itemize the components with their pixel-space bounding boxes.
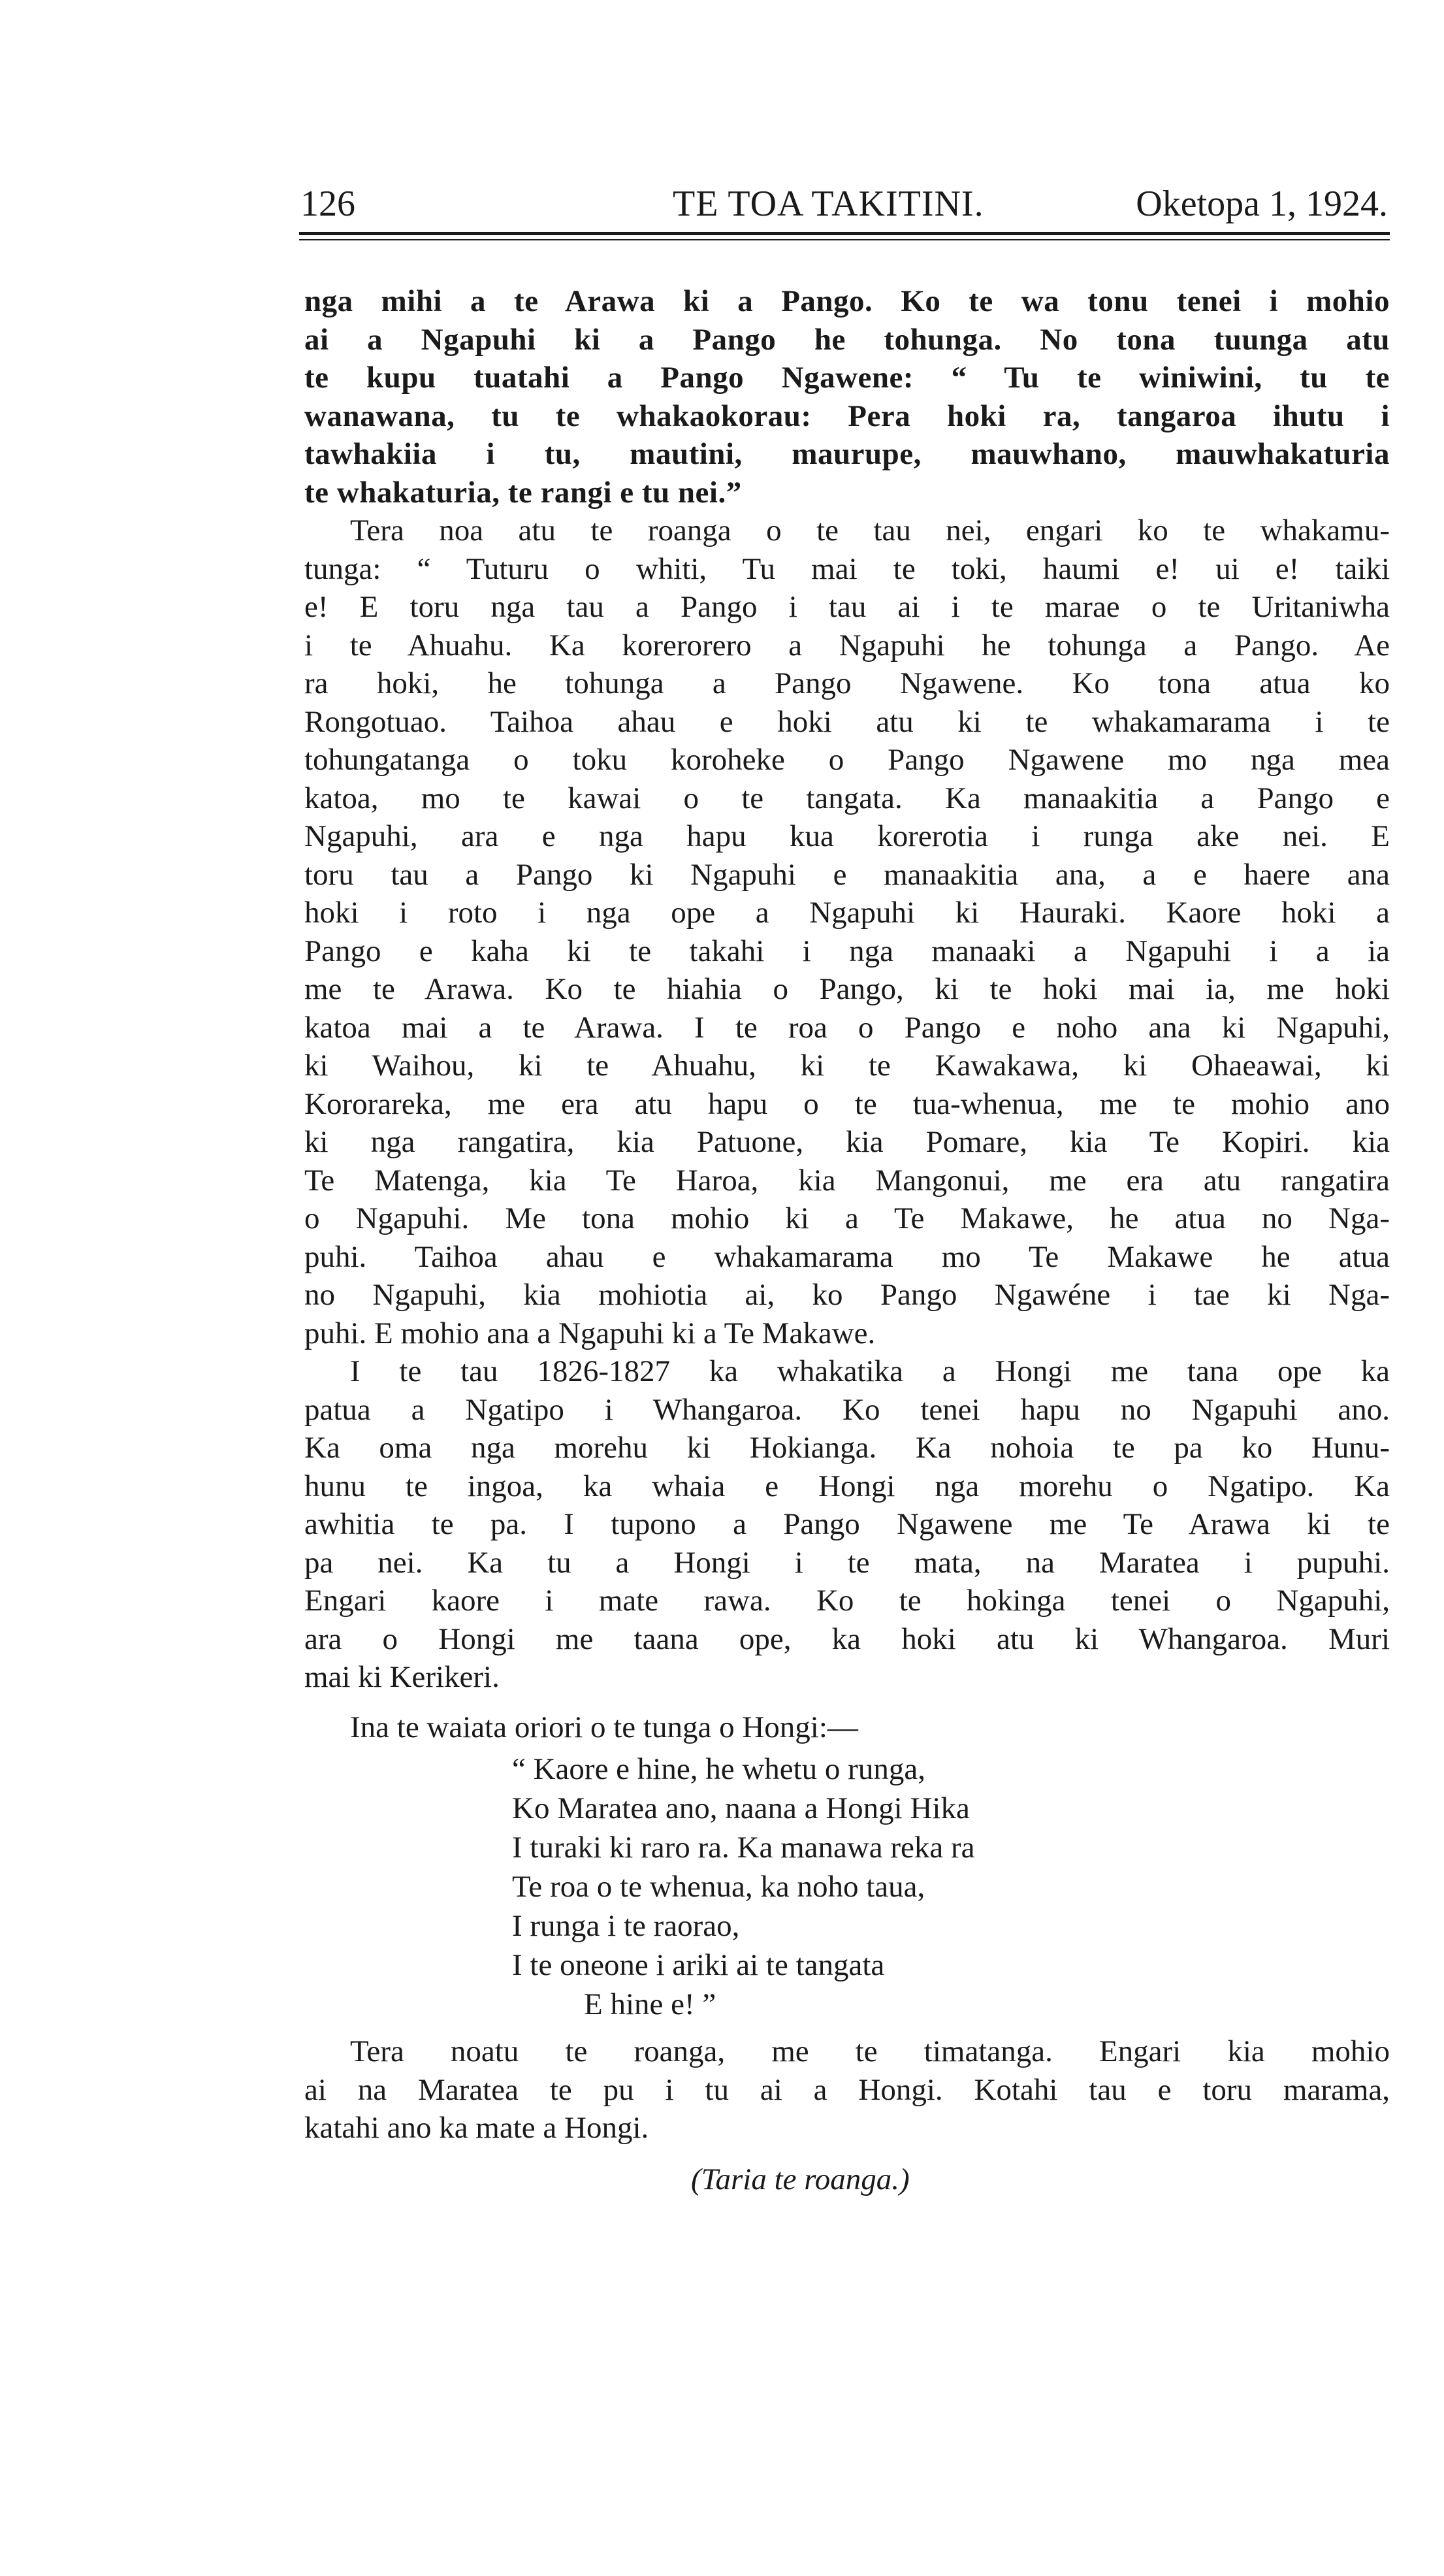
text-line: Kororareka, me era atu hapu o te tua-whenua, me te mohio ano (304, 1086, 1390, 1121)
text-line: katahi ano ka mate a Hongi. (304, 2111, 649, 2145)
text-line: Tera noatu te roanga, me te timatanga. Engari kia mohio (350, 2034, 1390, 2068)
text-line: Pango e kaha ki te takahi i nga manaaki a Ngapuhi i a ia (304, 934, 1390, 968)
verse-line: “ Kaore e hine, he whetu o runga, (512, 1752, 925, 1786)
text-line: Ka oma nga morehu ki Hokianga. Ka nohoia te pa ko Hunu- (304, 1431, 1390, 1465)
text-line: ai na Maratea te pu i tu ai a Hongi. Kotahi tau e toru marama, (304, 2072, 1390, 2107)
text-line: te kupu tuatahi a Pango Ngawene: “ Tu te winiwini, tu te (304, 361, 1390, 395)
text-line: Engari kaore i mate rawa. Ko te hokinga tenei o Ngapuhi, (304, 1584, 1390, 1618)
waiata-verse (512, 1750, 1390, 2025)
text-line: Rongotuao. Taihoa ahau e hoki atu ki te whakamarama i te (304, 704, 1390, 739)
verse-line: I te oneone i ariki ai te tangata (512, 1948, 885, 1982)
text-line: katoa, mo te kawai o te tangata. Ka manaakitia a Pango e (304, 781, 1390, 815)
text-line: hoki i roto i nga ope a Ngapuhi ki Hauraki. Kaore hoki a (304, 896, 1390, 930)
text-line: i te Ahuahu. Ka korerorero a Ngapuhi he tohunga a Pango. Ae (304, 628, 1390, 662)
text-line: nga mihi a te Arawa ki a Pango. Ko te wa tonu tenei i mohio (304, 284, 1390, 318)
text-line: ki nga rangatira, kia Patuone, kia Pomare, kia Te Kopiri. kia (304, 1125, 1390, 1159)
text-line: tawhakiia i tu, mautini, maurupe, mauwhano, mauwhakaturia (304, 437, 1390, 471)
text-line: ai a Ngapuhi ki a Pango he tohunga. No tona tuunga atu (304, 322, 1390, 357)
text-line: wanawana, tu te whakaokorau: Pera hoki ra, tangaroa ihutu i (304, 399, 1390, 433)
text-line: me te Arawa. Ko te hiahia o Pango, ki te hoki mai ia, me hoki (304, 972, 1390, 1006)
to-be-continued-note: (Taria te roanga.) (691, 2162, 910, 2196)
text-line: mai ki Kerikeri. (304, 1660, 500, 1694)
page-number: 126 (300, 184, 355, 224)
second-paragraph (304, 512, 1390, 1352)
opening-paragraph (304, 282, 1390, 512)
waiata-intro: Ina te waiata oriori o te tunga o Hongi:— (350, 1710, 858, 1744)
text-line: puhi. E mohio ana a Ngapuhi ki a Te Makawe. (304, 1316, 876, 1350)
text-line: katoa mai a te Arawa. I te roa o Pango e noho ana ki Ngapuhi, (304, 1010, 1390, 1045)
text-line: Ngapuhi, ara e nga hapu kua korerotia i runga ake nei. E (304, 819, 1390, 853)
text-line: I te tau 1826-1827 ka whakatika a Hongi me tana ope ka (350, 1354, 1390, 1388)
text-line: Tera noa atu te roanga o te tau nei, engari ko te whakamu- (350, 514, 1390, 547)
text-line: e! E toru nga tau a Pango i tau ai i te marae o te Uritaniwha (304, 590, 1390, 624)
header-rule-thick (299, 232, 1390, 235)
header-rule-thin (299, 239, 1390, 240)
text-line: o Ngapuhi. Me tona mohio ki a Te Makawe, he atua no Nga- (304, 1201, 1390, 1235)
verse-line: Ko Maratea ano, naana a Hongi Hika (512, 1791, 970, 1825)
verse-line: I turaki ki raro ra. Ka manawa reka ra (512, 1831, 975, 1865)
text-line: tunga: “ Tuturu o whiti, Tu mai te toki, haumi e! ui e! taiki (304, 551, 1390, 586)
journal-title: TE TOA TAKITINI. (673, 184, 984, 224)
issue-date: Oketopa 1, 1924. (1136, 184, 1388, 224)
verse-line: Te roa o te whenua, ka noho taua, (512, 1870, 925, 1904)
text-line: ra hoki, he tohunga a Pango Ngawene. Ko tona atua ko (304, 666, 1390, 700)
text-line: patua a Ngatipo i Whangaroa. Ko tenei hapu no Ngapuhi ano. (304, 1392, 1390, 1427)
text-line: tohungatanga o toku koroheke o Pango Ngawene mo nga mea (304, 743, 1390, 777)
article-body (304, 282, 1390, 2198)
third-paragraph (304, 1352, 1390, 1697)
verse-line: I runga i te raorao, (512, 1909, 740, 1943)
text-line: ki Waihou, ki te Ahuahu, ki te Kawakawa, ki Ohaeawai, ki (304, 1049, 1390, 1083)
text-line: toru tau a Pango ki Ngapuhi e manaakitia ana, a e haere ana (304, 857, 1390, 892)
text-line: te whakaturia, te rangi e tu nei.” (304, 475, 742, 510)
text-line: hunu te ingoa, ka whaia e Hongi nga morehu o Ngatipo. Ka (304, 1469, 1390, 1503)
text-line: puhi. Taihoa ahau e whakamarama mo Te Makawe he atua (304, 1239, 1390, 1274)
closing-paragraph (304, 2032, 1390, 2147)
running-header (300, 178, 1388, 236)
verse-line: E hine e! ” (584, 1987, 716, 2021)
text-line: awhitia te pa. I tupono a Pango Ngawene me Te Arawa ki te (304, 1507, 1390, 1541)
text-line: ara o Hongi me taana ope, ka hoki atu ki Whangaroa. Muri (304, 1622, 1390, 1656)
text-line: no Ngapuhi, kia mohiotia ai, ko Pango Ngawéne i tae ki Nga- (304, 1278, 1390, 1312)
text-line: Te Matenga, kia Te Haroa, kia Mangonui, me era atu rangatira (304, 1163, 1390, 1198)
text-line: pa nei. Ka tu a Hongi i te mata, na Maratea i pupuhi. (304, 1545, 1390, 1580)
